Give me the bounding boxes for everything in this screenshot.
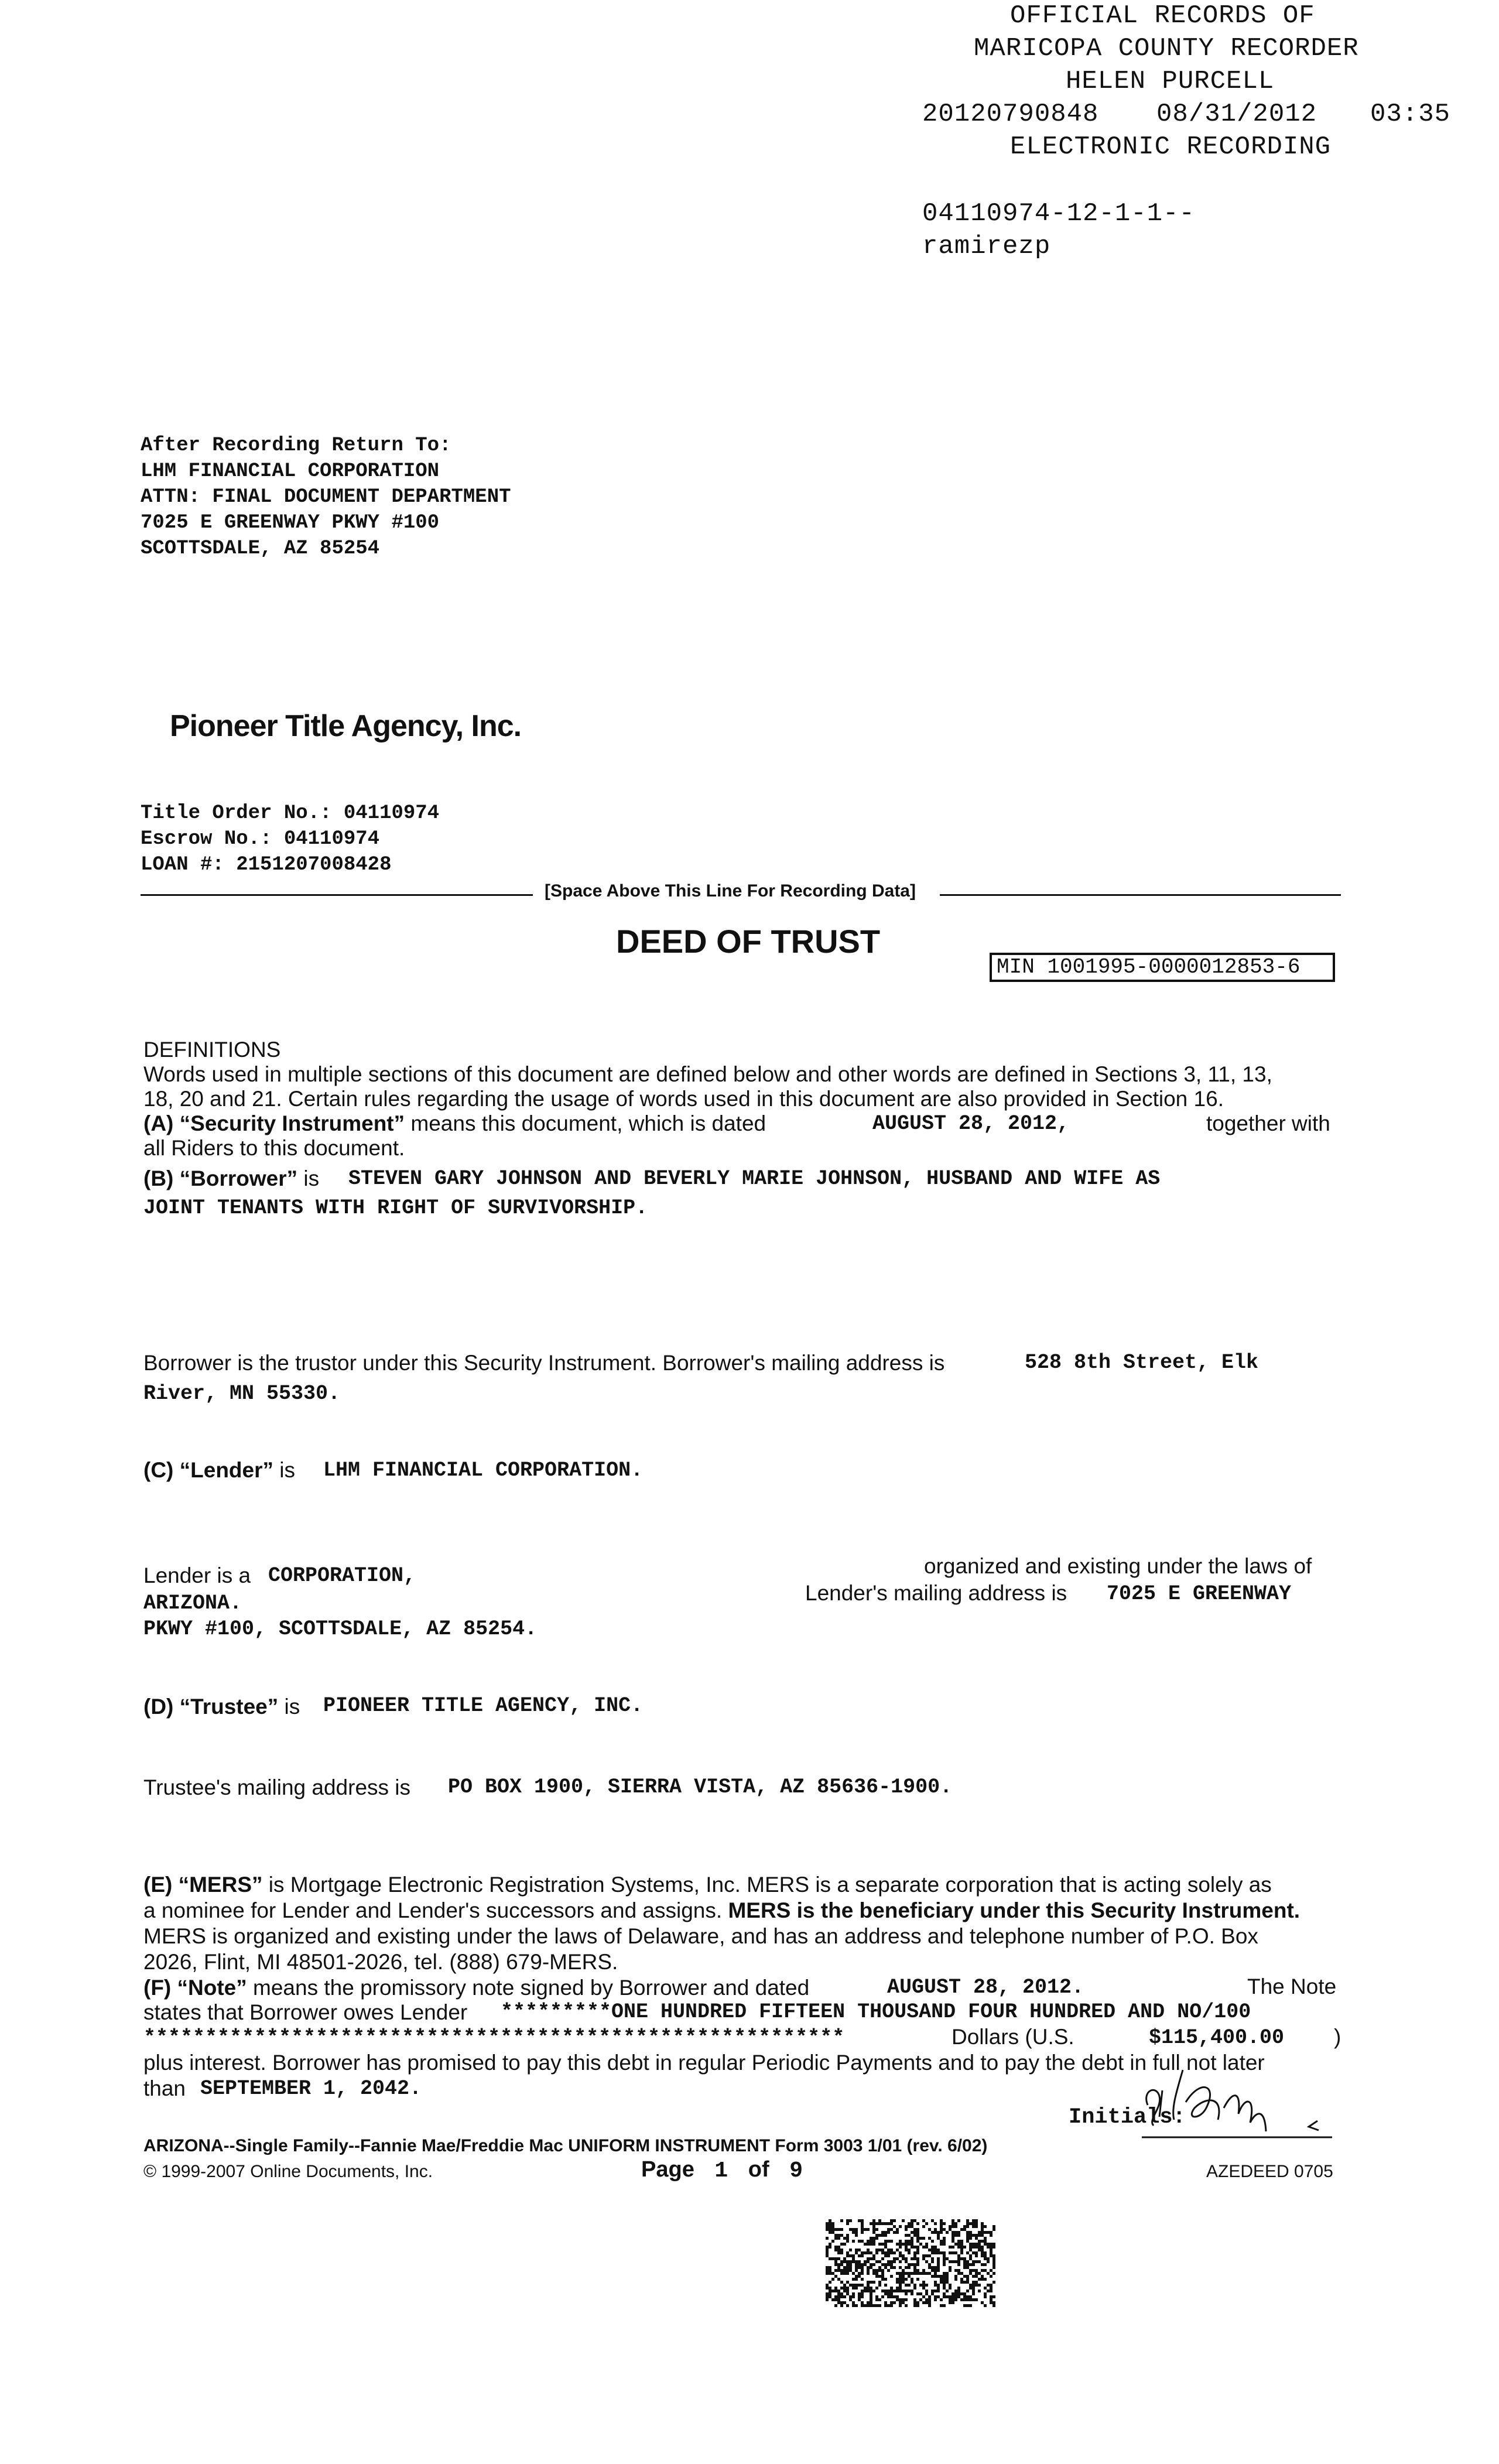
recording-time: 03:35 — [1370, 100, 1451, 129]
definitions-heading: DEFINITIONS — [143, 1038, 281, 1062]
definitions-intro-line-1: Words used in multiple sections of this document are defined below and other words are defined in Sections 3, 11, 13, — [143, 1062, 1272, 1086]
borrower-names-line-1: STEVEN GARY JOHNSON AND BEVERLY MARIE JOHNSON, HUSBAND AND WIFE AS — [348, 1167, 1161, 1190]
lender-mailing-label: Lender's mailing address is — [805, 1581, 1067, 1605]
definition-a — [143, 1110, 766, 1137]
lender-name: LHM FINANCIAL CORPORATION. — [323, 1459, 644, 1482]
handwritten-initials — [1130, 2055, 1353, 2143]
form-code: AZEDEED 0705 — [1206, 2162, 1333, 2181]
note-asterisks: ********************************************************* — [143, 2026, 845, 2049]
page-number: 1 — [714, 2158, 728, 2184]
definition-e-line-2b: MERS is the beneficiary under this Security Instrument. — [728, 1898, 1300, 1922]
space-above-line-label: [Space Above This Line For Recording Data] — [545, 881, 916, 901]
definition-a-line-2: all Riders to this document. — [143, 1136, 405, 1160]
initials-label: Initials: — [1069, 2105, 1186, 2130]
definition-e-text: is Mortgage Electronic Registration Systems, Inc. MERS is a separate corporation that is acting solely as — [268, 1873, 1272, 1897]
return-heading: After Recording Return To: — [141, 434, 451, 457]
definition-a-text: means this document, which is dated — [410, 1111, 766, 1135]
borrower-address-line-2: River, MN 55330. — [143, 1382, 341, 1405]
definition-f — [143, 1974, 809, 2001]
definition-f-text: means the promissory note signed by Borrower and dated — [253, 1976, 810, 2000]
recording-rule-left — [141, 894, 533, 896]
trustee-mailing-label: Trustee's mailing address is — [143, 1775, 411, 1799]
trustee-address: PO BOX 1900, SIERRA VISTA, AZ 85636-1900. — [448, 1775, 953, 1799]
definition-c-label: (C) “Lender” — [143, 1458, 273, 1482]
document-title: DEED OF TRUST — [616, 923, 881, 960]
definition-d-is: is — [284, 1695, 300, 1719]
definition-f-line-2: states that Borrower owes Lender — [143, 2000, 468, 2024]
recording-number: 20120790848 — [922, 100, 1099, 129]
lender-address-line-2: PKWY #100, SCOTTSDALE, AZ 85254. — [143, 1617, 538, 1641]
recording-user: ramirezp — [922, 232, 1051, 261]
title-order-number: Title Order No.: 04110974 — [141, 802, 440, 824]
borrower-trustor-text: Borrower is the trustor under this Security Instrument. Borrower's mailing address is — [143, 1351, 945, 1375]
definition-f-tail: The Note — [1247, 1974, 1337, 1998]
escrow-number: Escrow No.: 04110974 — [141, 828, 380, 850]
note-amount-words: *********ONE HUNDRED FIFTEEN THOUSAND FOUR HUNDRED AND NO/100 — [501, 2000, 1251, 2024]
loan-number: LOAN #: 2151207008428 — [141, 854, 392, 876]
recording-line-2: MARICOPA COUNTY RECORDER — [974, 34, 1359, 63]
lender-organized-text: organized and existing under the laws of — [924, 1554, 1312, 1578]
note-date: AUGUST 28, 2012. — [887, 1976, 1084, 1999]
note-dollars-label: Dollars (U.S. — [952, 2025, 1074, 2049]
security-instrument-date: AUGUST 28, 2012, — [872, 1112, 1070, 1135]
lender-is-label: Lender is a — [143, 1563, 251, 1587]
definition-e-line-3: MERS is organized and existing under the laws of Delaware, and has an address and telephone number of P.O. Box — [143, 1924, 1258, 1948]
definition-a-label: (A) “Security Instrument” — [143, 1111, 405, 1135]
recording-ref: 04110974-12-1-1-- — [922, 199, 1195, 228]
borrower-names-line-2: JOINT TENANTS WITH RIGHT OF SURVIVORSHIP. — [143, 1196, 648, 1220]
definition-f-line-4: plus interest. Borrower has promised to pay this debt in regular Periodic Payments and to pay the debt in full not later — [143, 2051, 1265, 2075]
min-number-box: MIN 1001995-0000012853-6 — [990, 953, 1335, 982]
lender-entity-type: CORPORATION, — [268, 1564, 416, 1587]
definition-e-line-1 — [143, 1871, 1272, 1898]
page-of: of — [748, 2157, 769, 2182]
lender-address-line-1: 7025 E GREENWAY — [1107, 1582, 1292, 1606]
maturity-date: SEPTEMBER 1, 2042. — [200, 2077, 422, 2100]
note-amount: $115,400.00 — [1149, 2026, 1285, 2049]
definition-d-label: (D) “Trustee” — [143, 1695, 279, 1719]
definition-c-is: is — [279, 1458, 296, 1482]
recording-date: 08/31/2012 — [1156, 100, 1317, 129]
definitions-intro-line-2: 18, 20 and 21. Certain rules regarding the usage of words used in this document are also provided in Section 16. — [143, 1087, 1224, 1111]
definition-c — [143, 1457, 295, 1484]
page-total: 9 — [789, 2158, 803, 2184]
borrower-address-line-1: 528 8th Street, Elk — [1025, 1351, 1259, 1374]
return-city: SCOTTSDALE, AZ 85254 — [141, 538, 380, 560]
definition-e-line-2 — [143, 1897, 1300, 1924]
definition-d — [143, 1693, 300, 1720]
definition-a-tail: together with — [1206, 1111, 1330, 1135]
lender-state: ARIZONA. — [143, 1592, 242, 1615]
note-amount-close: ) — [1334, 2025, 1341, 2049]
definition-b — [143, 1165, 319, 1192]
trustee-name: PIONEER TITLE AGENCY, INC. — [323, 1694, 644, 1717]
definition-e-line-4: 2026, Flint, MI 48501-2026, tel. (888) 679-MERS. — [143, 1950, 618, 1974]
page-label: Page — [641, 2157, 694, 2182]
title-agency-name: Pioneer Title Agency, Inc. — [170, 709, 522, 743]
definition-f-line-5a: than — [143, 2076, 186, 2100]
definition-b-label: (B) “Borrower” — [143, 1166, 298, 1190]
return-street: 7025 E GREENWAY PKWY #100 — [141, 512, 440, 534]
definition-e-line-2a: a nominee for Lender and Lender's successors and assigns. — [143, 1898, 723, 1922]
recording-line-3: HELEN PURCELL — [1066, 67, 1275, 96]
recording-rule-right — [940, 894, 1341, 896]
form-identifier: ARIZONA--Single Family--Fannie Mae/Freddie Mac UNIFORM INSTRUMENT Form 3003 1/01 (rev. 6/02) — [143, 2136, 988, 2155]
barcode-image — [826, 2219, 995, 2307]
copyright: © 1999-2007 Online Documents, Inc. — [143, 2162, 433, 2181]
recording-line-1: OFFICIAL RECORDS OF — [1010, 1, 1315, 30]
page-indicator — [641, 2157, 803, 2184]
recording-line-5: ELECTRONIC RECORDING — [1010, 132, 1332, 162]
definition-e-label: (E) “MERS” — [143, 1873, 263, 1897]
definition-b-is: is — [303, 1166, 320, 1190]
return-attn: ATTN: FINAL DOCUMENT DEPARTMENT — [141, 486, 511, 508]
return-name: LHM FINANCIAL CORPORATION — [141, 460, 440, 482]
definition-f-label: (F) “Note” — [143, 1976, 247, 2000]
